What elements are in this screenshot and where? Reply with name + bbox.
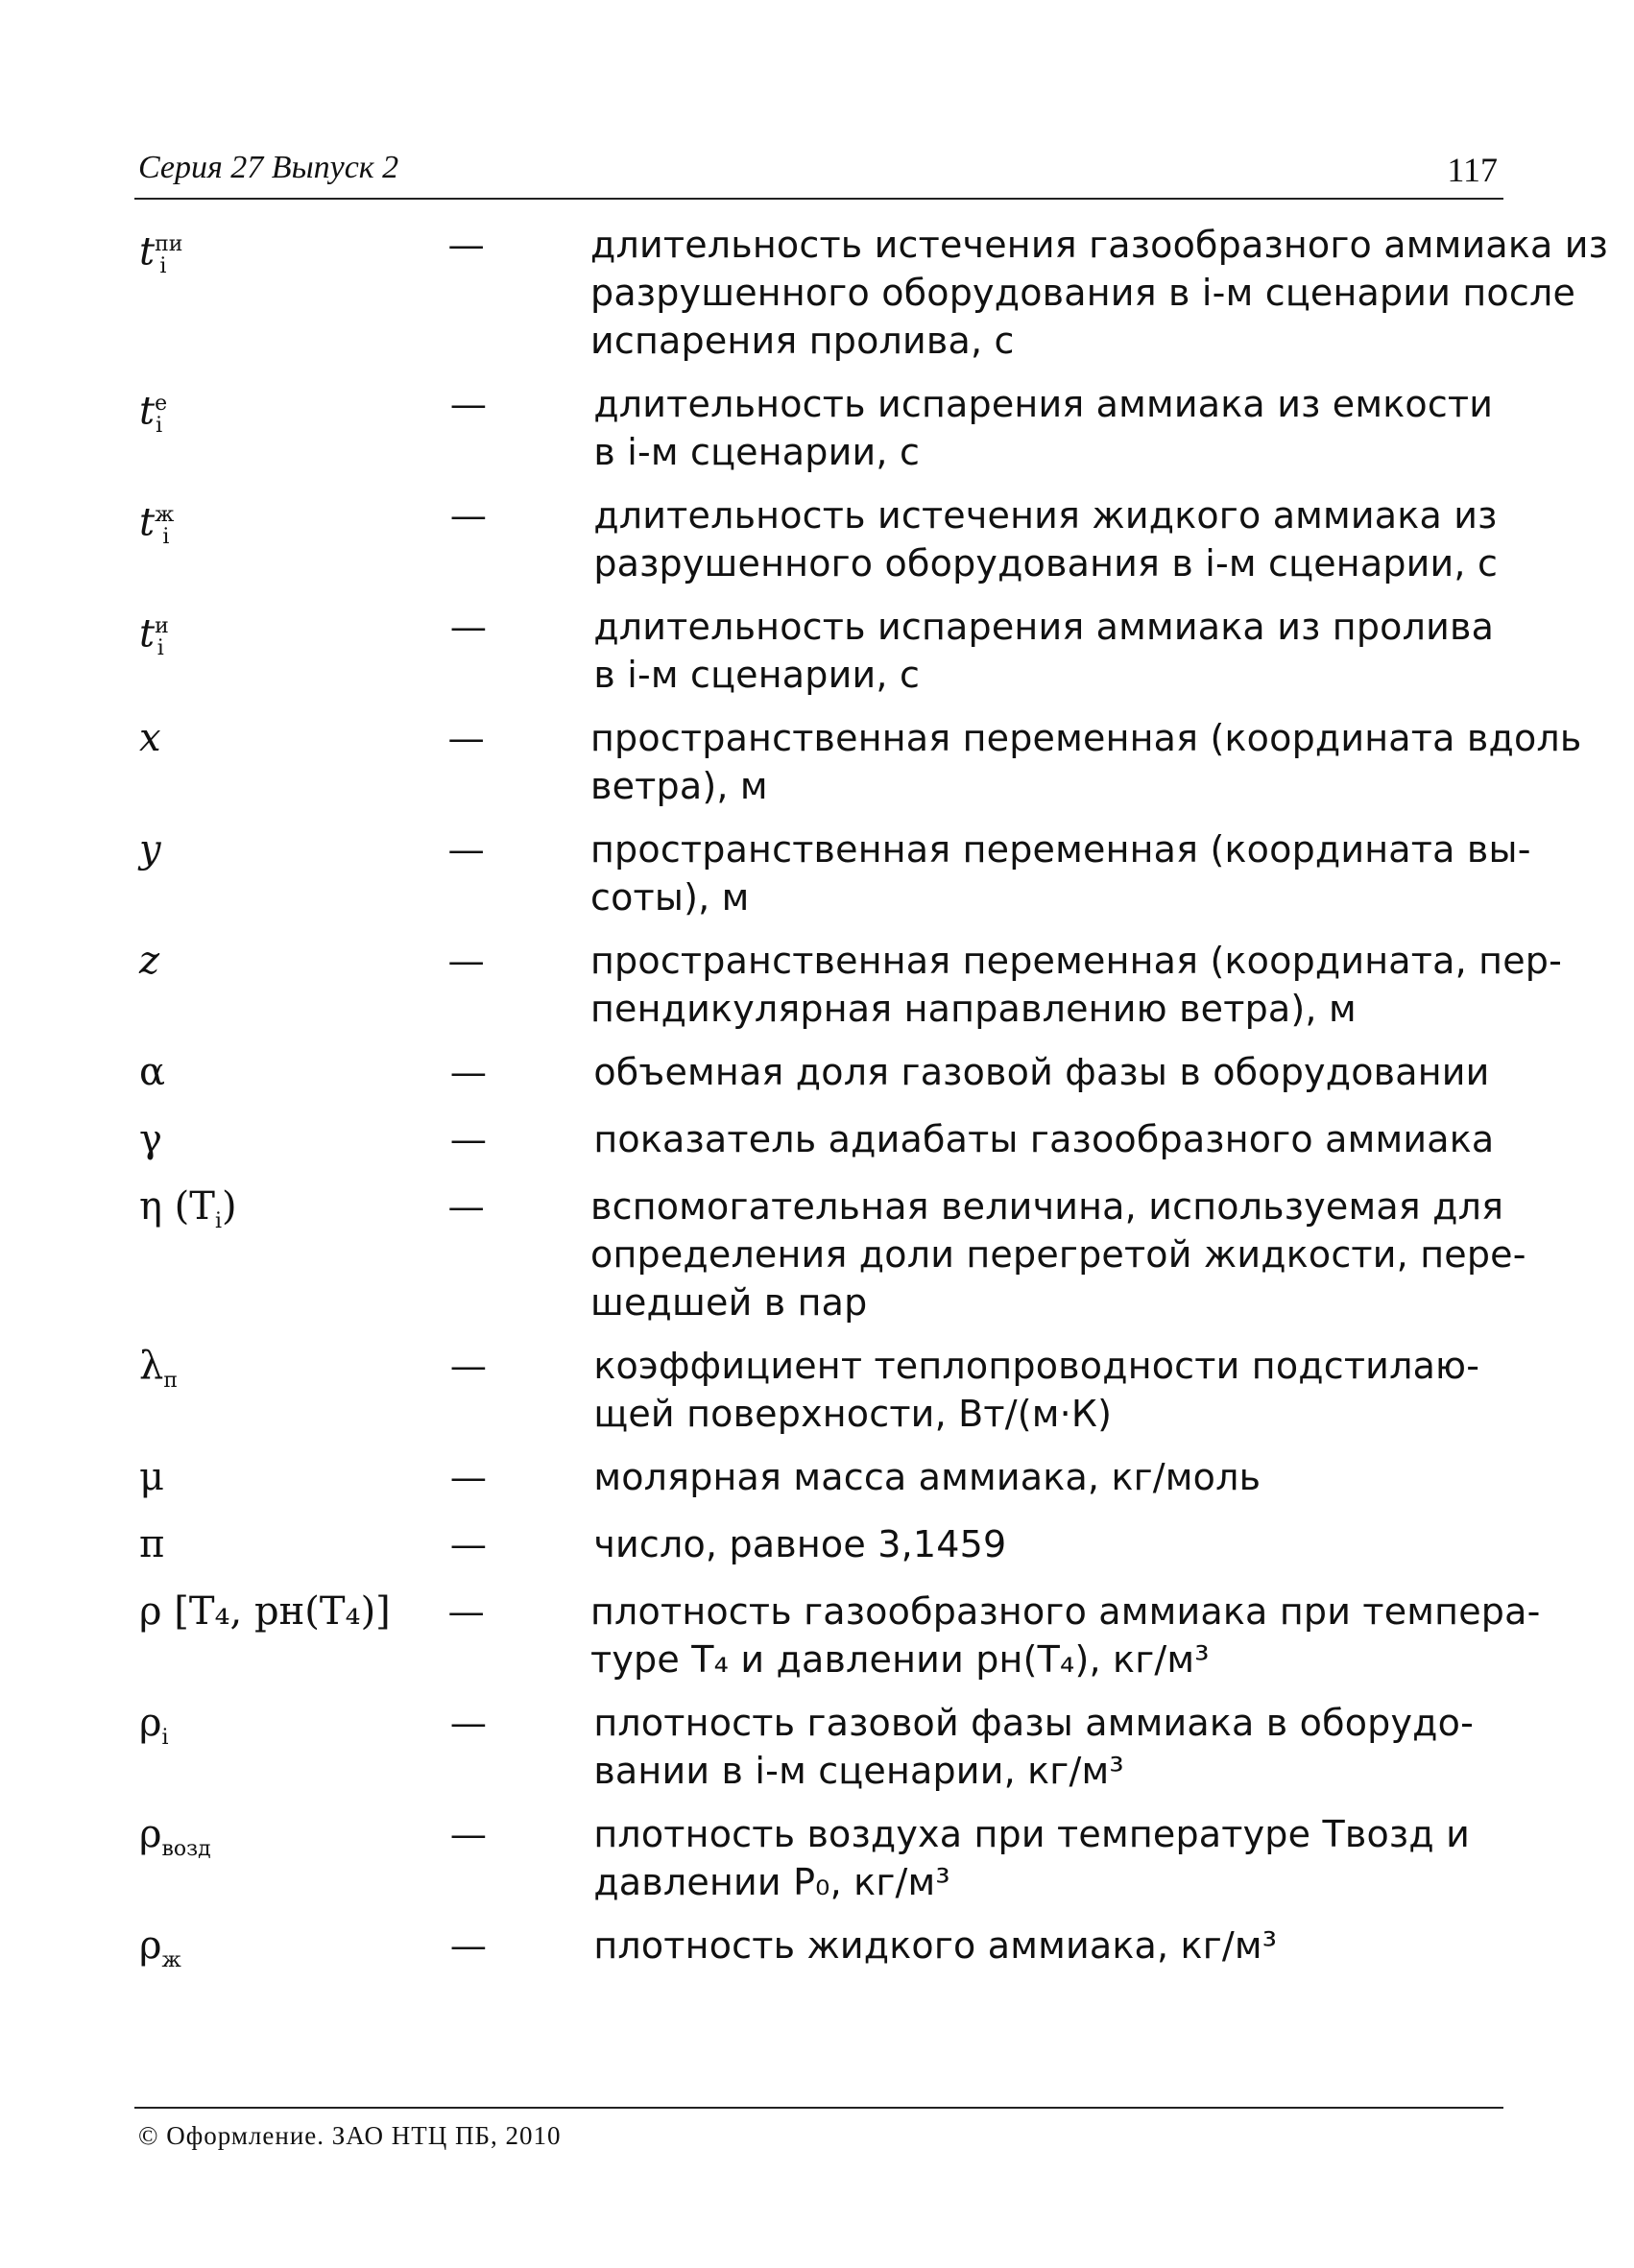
- definition-text: [593, 1699, 1503, 1795]
- em-dash: —: [449, 1924, 487, 1967]
- definition-line: плотность газообразного аммиака при темпера-: [590, 1590, 1541, 1633]
- definition-text: [593, 603, 1503, 699]
- definition-line: пространственная переменная (координата вдоль: [590, 717, 1582, 759]
- symbol-main: z: [139, 939, 160, 983]
- definition-text: [590, 221, 1609, 365]
- definition-row: [134, 1520, 1503, 1572]
- symbol: [134, 1453, 450, 1505]
- definition-row: [134, 1453, 1503, 1505]
- symbol-main: γ: [139, 1117, 162, 1161]
- symbol-main: μ: [139, 1455, 164, 1499]
- symbol: [134, 1048, 450, 1100]
- definition-row: [134, 1588, 1541, 1683]
- footer-rule: [134, 2107, 1503, 2109]
- definition-row: [134, 221, 1609, 365]
- symbol: [134, 1520, 450, 1572]
- symbol-subscript: i: [214, 1209, 223, 1233]
- symbol: [134, 825, 448, 877]
- em-dash: —: [449, 383, 487, 425]
- symbol-subscript: i: [161, 1726, 169, 1750]
- definition-line: длительность истечения жидкого аммиака из: [593, 494, 1498, 537]
- symbol: [134, 1699, 450, 1762]
- definition-line: давлении P₀, кг/м³: [593, 1861, 950, 1903]
- definition-row: [134, 1342, 1503, 1438]
- definition-row: [134, 380, 1503, 476]
- definition-line: объемная доля газовой фазы в оборудовании: [593, 1051, 1490, 1093]
- definition-row: [134, 603, 1503, 699]
- page-number: 117: [1447, 151, 1498, 189]
- definition-row: [134, 1810, 1503, 1906]
- symbol: [134, 1810, 450, 1874]
- symbol-superscript: е: [155, 392, 168, 416]
- em-dash: —: [449, 606, 487, 648]
- symbol-main: η (T: [139, 1184, 215, 1229]
- symbol-main: ρ: [139, 1812, 162, 1856]
- definition-line: длительность испарения аммиака из емкости: [593, 383, 1494, 425]
- symbol: [134, 1182, 448, 1246]
- symbol-main: t: [139, 389, 156, 434]
- symbol-main: ρ: [139, 1701, 162, 1745]
- definition-line: разрушенного оборудования в i-м сценарии, с: [593, 542, 1499, 585]
- definition-line: в i-м сценарии, с: [593, 654, 921, 696]
- definition-line: плотность воздуха при температуре Tвозд и: [593, 1813, 1470, 1855]
- symbol: [134, 937, 448, 989]
- symbol: [134, 1922, 450, 1985]
- copyright-notice: © Оформление. ЗАО НТЦ ПБ, 2010: [138, 2121, 562, 2150]
- symbol-subscript: i: [162, 525, 170, 550]
- symbol-main: t: [139, 611, 156, 657]
- definition-text: [593, 1453, 1503, 1501]
- symbol-superscript: ж: [155, 503, 175, 527]
- definition-text: [593, 1520, 1503, 1568]
- definition-line: пространственная переменная (координата, пер-: [590, 940, 1563, 982]
- definition-text: [590, 1182, 1526, 1326]
- definition-line: число, равное 3,1459: [593, 1523, 1007, 1565]
- definition-line: коэффициент теплопроводности подстилаю-: [593, 1345, 1480, 1387]
- definition-row: [134, 491, 1503, 587]
- em-dash: —: [449, 1813, 487, 1855]
- definition-line: в i-м сценарии, с: [593, 431, 921, 473]
- series-title: Серия 27 Выпуск 2: [138, 150, 399, 185]
- definition-row: [134, 714, 1582, 810]
- definition-text: [593, 1115, 1503, 1163]
- definition-text: [593, 1048, 1503, 1096]
- symbol: [134, 1588, 448, 1639]
- symbol-main: ρ: [139, 1923, 162, 1968]
- definition-line: определения доли перегретой жидкости, пере-: [590, 1233, 1526, 1276]
- em-dash: —: [447, 940, 485, 982]
- definition-row: [134, 1182, 1526, 1326]
- symbol: [134, 1342, 450, 1405]
- em-dash: —: [449, 1118, 487, 1160]
- definition-line: пендикулярная направлению ветра), м: [590, 988, 1357, 1030]
- symbol-subscript: i: [156, 414, 163, 439]
- em-dash: —: [449, 1345, 487, 1387]
- symbol-subscript: ж: [161, 1948, 181, 1972]
- symbol-main: x: [139, 716, 161, 760]
- definition-row: [134, 1922, 1503, 1985]
- definition-text: [590, 937, 1563, 1033]
- definition-text: [593, 1810, 1503, 1906]
- symbol: [134, 221, 448, 291]
- definition-row: [134, 825, 1531, 921]
- symbol-main: λ: [139, 1344, 164, 1388]
- definition-row: [134, 1048, 1503, 1100]
- definition-row: [134, 937, 1563, 1033]
- definition-text: [593, 491, 1503, 587]
- definition-line: испарения пролива, с: [590, 320, 1015, 362]
- definition-line: плотность жидкого аммиака, кг/м³: [593, 1924, 1278, 1967]
- definition-line: молярная масса аммиака, кг/моль: [593, 1456, 1262, 1498]
- definition-row: [134, 1115, 1503, 1167]
- symbol-main: α: [139, 1050, 166, 1094]
- symbol: [134, 1115, 450, 1167]
- symbol-superscript: и: [155, 614, 169, 638]
- em-dash: —: [449, 1702, 487, 1744]
- symbol-main: ρ [T₄, pн(T₄)]: [139, 1589, 391, 1634]
- em-dash: —: [447, 828, 485, 871]
- symbol-definition-list: [134, 221, 1609, 2000]
- definition-line: туре T₄ и давлении pн(T₄), кг/м³: [590, 1638, 1210, 1681]
- definition-text: [590, 714, 1582, 810]
- page-header: [134, 144, 1503, 200]
- em-dash: —: [447, 1590, 485, 1633]
- em-dash: —: [449, 1523, 487, 1565]
- symbol-main: y: [139, 827, 161, 871]
- em-dash: —: [449, 1456, 487, 1498]
- definition-line: шедшей в пар: [590, 1281, 868, 1324]
- definition-text: [593, 380, 1503, 476]
- definition-text: [590, 825, 1531, 921]
- definition-line: плотность газовой фазы аммиака в оборудо-: [593, 1702, 1475, 1744]
- definition-text: [590, 1588, 1541, 1683]
- em-dash: —: [447, 1185, 485, 1228]
- em-dash: —: [449, 1051, 487, 1093]
- em-dash: —: [447, 224, 485, 266]
- definition-row: [134, 1699, 1503, 1795]
- symbol-subscript: п: [163, 1369, 179, 1393]
- symbol-main: t: [139, 500, 156, 545]
- definition-text: [593, 1342, 1503, 1438]
- symbol: [134, 491, 450, 561]
- symbol-subscript: i: [159, 254, 167, 279]
- symbol-main: t: [139, 229, 156, 275]
- symbol-subscript: i: [156, 636, 164, 661]
- definition-line: щей поверхности, Вт/(м·К): [593, 1393, 1113, 1435]
- definition-line: длительность истечения газообразного аммиака из: [590, 224, 1609, 266]
- definition-line: вании в i-м сценарии, кг/м³: [593, 1750, 1124, 1792]
- definition-line: показатель адиабаты газообразного аммиака: [593, 1118, 1495, 1160]
- symbol-tail: ): [222, 1184, 237, 1229]
- definition-line: соты), м: [590, 876, 750, 919]
- definition-line: ветра), м: [590, 765, 768, 807]
- symbol-subscript: возд: [161, 1837, 211, 1861]
- definition-text: [593, 1922, 1503, 1970]
- definition-line: длительность испарения аммиака из пролива: [593, 606, 1495, 648]
- em-dash: —: [449, 494, 487, 537]
- em-dash: —: [447, 717, 485, 759]
- symbol: [134, 380, 450, 450]
- symbol-superscript: пи: [155, 232, 183, 256]
- symbol-main: π: [139, 1522, 165, 1566]
- symbol: [134, 714, 448, 766]
- symbol: [134, 603, 450, 673]
- definition-line: пространственная переменная (координата вы-: [590, 828, 1531, 871]
- definition-line: разрушенного оборудования в i-м сценарии после: [590, 272, 1576, 314]
- definition-line: вспомогательная величина, используемая для: [590, 1185, 1504, 1228]
